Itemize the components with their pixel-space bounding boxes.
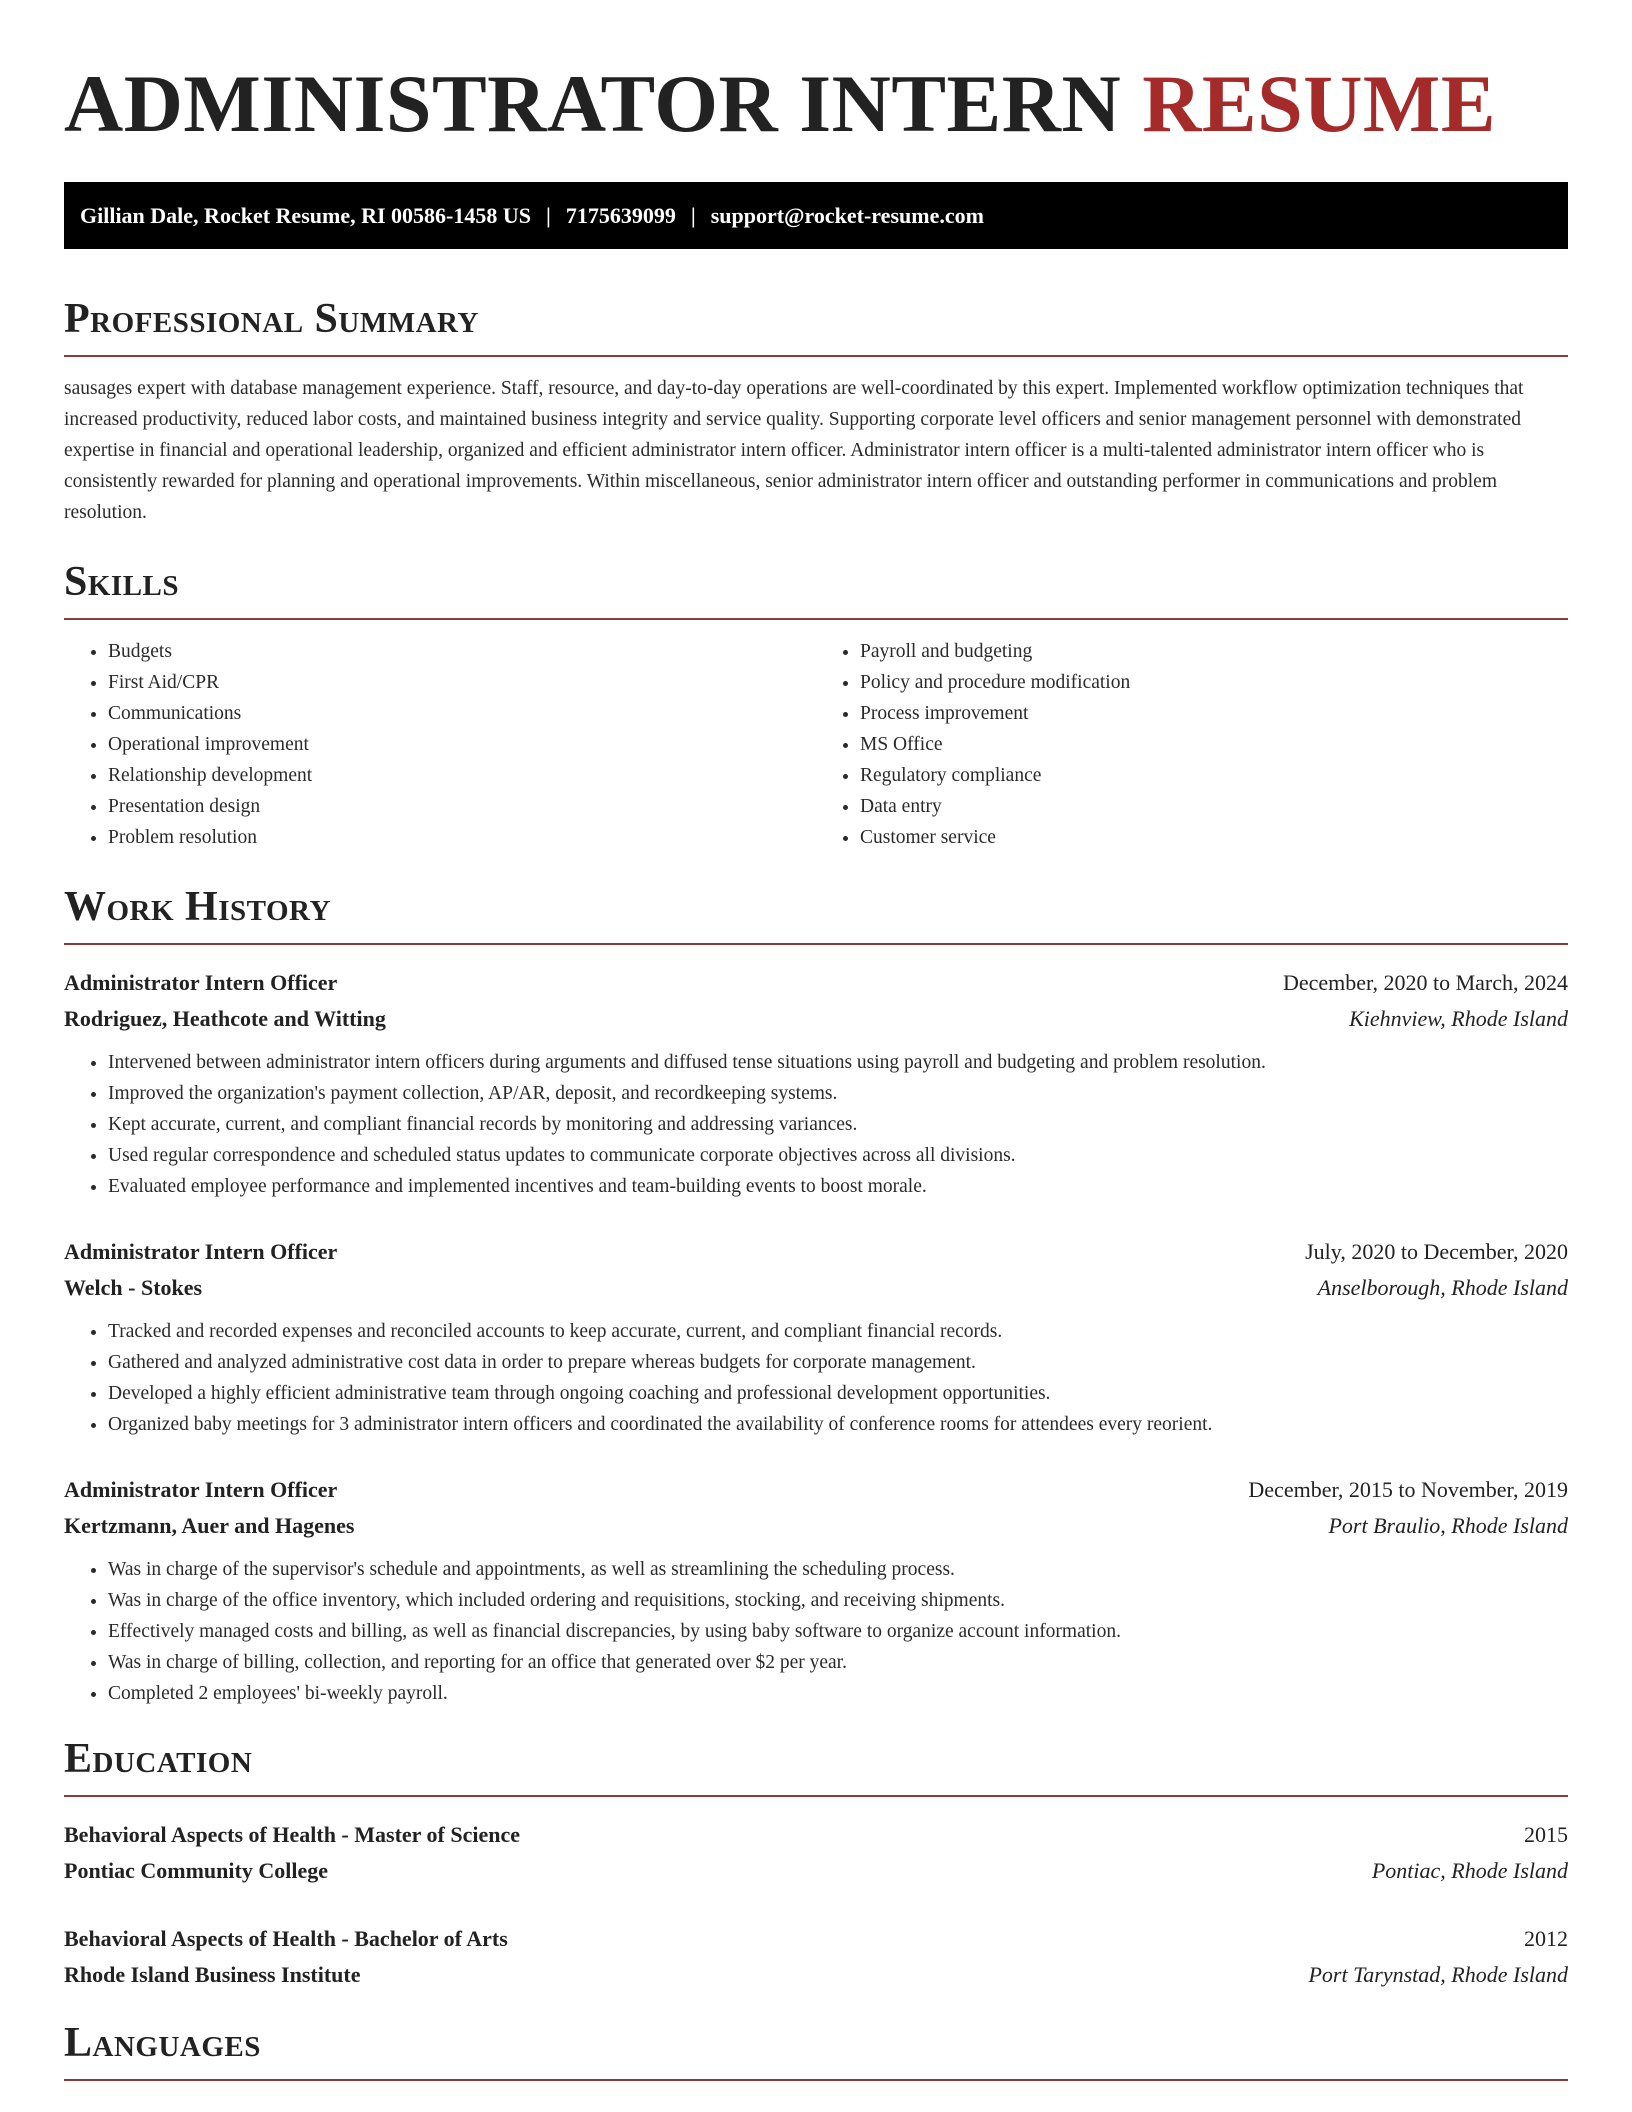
resume-title: [64, 58, 1568, 150]
job-bullet: • Tracked and recorded expenses and reconciled accounts to keep accurate, current, and compliant financial records.: [108, 1316, 1568, 1347]
job-bullet: • Completed 2 employees' bi-weekly payroll.: [108, 1678, 1568, 1709]
job-bullet: • Developed a highly efficient administrative team through ongoing coaching and professional development opportunities.: [108, 1378, 1568, 1409]
skill-item: • Data entry: [860, 791, 1568, 822]
job-company: Kertzmann, Auer and Hagenes: [64, 1513, 355, 1538]
job-company-row: [64, 1001, 1568, 1037]
education-school-row: [64, 1957, 1568, 1993]
contact-address: Gillian Dale, Rocket Resume, RI 00586-1458 US: [80, 202, 531, 228]
skill-item: • Budgets: [108, 636, 816, 667]
summary-heading: Professional Summary: [64, 295, 1568, 357]
job-bullet: • Intervened between administrator intern officers during arguments and diffused tense situations using payroll and budgeting and problem resolution.: [108, 1047, 1568, 1078]
job-header-row: [64, 965, 1568, 1001]
skill-item: • First Aid/CPR: [108, 667, 816, 698]
work-history-heading: Work History: [64, 883, 1568, 945]
education-degree: Behavioral Aspects of Health - Bachelor of Arts: [64, 1926, 508, 1951]
skill-item: • Communications: [108, 698, 816, 729]
job-header-row: [64, 1472, 1568, 1508]
education-school: Rhode Island Business Institute: [64, 1962, 361, 1987]
skills-list: [64, 636, 1568, 853]
job-bullets: [64, 1316, 1568, 1440]
skill-item: • Regulatory compliance: [860, 760, 1568, 791]
education-heading: Education: [64, 1735, 1568, 1797]
job-entry: [64, 1234, 1568, 1440]
job-bullet: • Was in charge of the supervisor's schedule and appointments, as well as streamlining the scheduling process.: [108, 1554, 1568, 1585]
job-bullet: • Effectively managed costs and billing, as well as financial discrepancies, by using baby software to organize account information.: [108, 1616, 1568, 1647]
education-location: Port Tarynstad, Rhode Island: [1308, 1962, 1568, 1987]
summary-section: [64, 295, 1568, 528]
job-dates: December, 2015 to November, 2019: [1248, 1477, 1568, 1502]
job-company: Rodriguez, Heathcote and Witting: [64, 1006, 386, 1031]
job-bullets: [64, 1554, 1568, 1709]
education-entry: [64, 1921, 1568, 1993]
job-title: Administrator Intern Officer: [64, 970, 338, 995]
job-title: Administrator Intern Officer: [64, 1239, 338, 1264]
education-section: [64, 1735, 1568, 1993]
education-year: 2015: [1524, 1822, 1568, 1847]
skill-item: • Policy and procedure modification: [860, 667, 1568, 698]
job-dates: December, 2020 to March, 2024: [1282, 970, 1568, 995]
job-company-row: [64, 1270, 1568, 1306]
languages-heading: Languages: [64, 2019, 1568, 2081]
resume-title-accent: RESUME: [1142, 58, 1497, 149]
job-company-row: [64, 1508, 1568, 1544]
skill-item: • Relationship development: [108, 760, 816, 791]
skills-column-right: [816, 636, 1568, 853]
summary-text: sausages expert with database management experience. Staff, resource, and day-to-day operations are well-coordinated by this expert. Implemented workflow optimization techniques that increased productivity, reduced labor costs, and maintained business integrity and service quality. Supporting corporate level officers and senior management personnel with demonstrated expertise in financial and operational leadership, organized and efficient administrator intern officer. Administrator intern officer is a multi-talented administrator intern officer who is consistently rewarded for planning and operational improvements. Within miscellaneous, senior administrator intern officer and outstanding performer in communications and problem resolution.: [64, 378, 1524, 523]
job-bullet: • Used regular correspondence and scheduled status updates to communicate corporate objectives across all divisions.: [108, 1140, 1568, 1171]
resume-title-main: ADMINISTRATOR INTERN: [64, 58, 1143, 149]
contact-bar: [64, 182, 1568, 249]
job-bullet: • Improved the organization's payment collection, AP/AR, deposit, and recordkeeping systems.: [108, 1078, 1568, 1109]
skill-item: • Presentation design: [108, 791, 816, 822]
job-bullet: • Kept accurate, current, and compliant financial records by monitoring and addressing variances.: [108, 1109, 1568, 1140]
job-location: Anselborough, Rhode Island: [1317, 1275, 1568, 1300]
job-dates: July, 2020 to December, 2020: [1305, 1239, 1568, 1264]
education-location: Pontiac, Rhode Island: [1371, 1858, 1568, 1883]
skills-section: [64, 558, 1568, 853]
job-bullets: [64, 1047, 1568, 1202]
education-degree: Behavioral Aspects of Health - Master of Science: [64, 1822, 521, 1847]
skill-item: • Process improvement: [860, 698, 1568, 729]
job-title: Administrator Intern Officer: [64, 1477, 338, 1502]
contact-separator: |: [690, 202, 696, 228]
contact-separator: |: [545, 202, 551, 228]
work-history-section: [64, 883, 1568, 1709]
education-entry: [64, 1817, 1568, 1889]
job-company: Welch - Stokes: [64, 1275, 203, 1300]
education-year: 2012: [1524, 1926, 1568, 1951]
job-bullet: • Was in charge of billing, collection, and reporting for an office that generated over $2 per year.: [108, 1647, 1568, 1678]
skills-heading: Skills: [64, 558, 1568, 620]
skill-item: • Operational improvement: [108, 729, 816, 760]
education-degree-row: [64, 1921, 1568, 1957]
contact-email[interactable]: support@rocket-resume.com: [710, 202, 984, 228]
education-degree-row: [64, 1817, 1568, 1853]
contact-phone: 7175639099: [565, 202, 676, 228]
job-bullet: • Gathered and analyzed administrative cost data in order to prepare whereas budgets for corporate management.: [108, 1347, 1568, 1378]
job-header-row: [64, 1234, 1568, 1270]
job-bullet: • Was in charge of the office inventory, which included ordering and requisitions, stocking, and receiving shipments.: [108, 1585, 1568, 1616]
skill-item: • Payroll and budgeting: [860, 636, 1568, 667]
skill-item: • MS Office: [860, 729, 1568, 760]
education-school: Pontiac Community College: [64, 1858, 328, 1883]
job-entry: [64, 1472, 1568, 1709]
education-school-row: [64, 1853, 1568, 1889]
skills-column-left: [64, 636, 816, 853]
job-bullet: • Evaluated employee performance and implemented incentives and team-building events to boost morale.: [108, 1171, 1568, 1202]
skill-item: • Problem resolution: [108, 822, 816, 853]
job-location: Kiehnview, Rhode Island: [1349, 1006, 1568, 1031]
skill-item: • Customer service: [860, 822, 1568, 853]
languages-section: [64, 2019, 1568, 2081]
job-bullet: • Organized baby meetings for 3 administrator intern officers and coordinated the availability of conference rooms for attendees every reorient.: [108, 1409, 1568, 1440]
job-location: Port Braulio, Rhode Island: [1328, 1513, 1568, 1538]
job-entry: [64, 965, 1568, 1202]
